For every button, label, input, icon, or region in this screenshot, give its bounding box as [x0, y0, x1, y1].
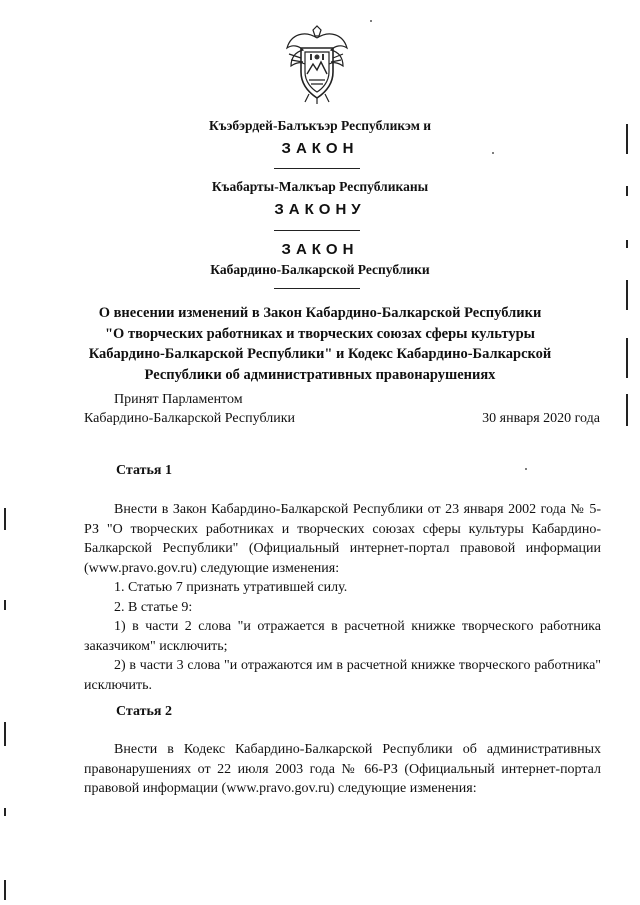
adopted-by-parliament: Кабардино-Балкарской Республики — [84, 411, 295, 426]
article-1-sub-2: 2) в части 3 слова "и отражаются им в расчетной книжке творческого работника" исключить. — [84, 658, 601, 693]
adoption-date: 30 января 2020 года — [482, 411, 600, 426]
russian-law-word: ЗАКОН — [281, 241, 359, 258]
law-title — [80, 303, 560, 385]
article-2-body — [84, 740, 601, 799]
scan-mark — [626, 280, 628, 310]
article-1-sub-1: 1) в части 2 слова "и отражается в расчетной книжке творческого работника заказчиком" исключить; — [84, 619, 601, 654]
title-line: Республики об административных правонарушениях — [144, 366, 496, 383]
scan-mark — [4, 808, 6, 816]
title-line: О внесении изменений в Закон Кабардино-Балкарской Республики — [98, 305, 542, 321]
article-1-item-1: 1. Статью 7 признать утратившей силу. — [114, 580, 348, 595]
scan-mark — [626, 394, 628, 426]
divider — [274, 168, 360, 169]
title-line: "О творческих работниках и творческих союзах сферы культуры — [105, 325, 535, 342]
scan-mark — [626, 338, 628, 378]
coat-of-arms-icon — [283, 24, 351, 104]
balkar-republic-label: Къабарты-Малкъар Республиканы — [211, 179, 429, 194]
scan-mark — [626, 124, 628, 154]
article-2-intro: Внести в Кодекс Кабардино-Балкарской Республики об административных правонарушениях от 22 июля 2003 года № 66-РЗ (Официальный интернет-портал правовой информации (www.pravo.gov.ru) следующие изменения: — [84, 742, 601, 796]
article-1-item-2: 2. В статье 9: — [114, 599, 193, 615]
scan-mark — [4, 880, 6, 900]
adopted-by-label: Принят Парламентом — [114, 392, 243, 407]
article-1-heading: Статья 1 — [116, 463, 172, 478]
kabardian-republic-label: Къэбэрдей-Балъкъэр Республикэм и — [208, 118, 432, 133]
divider — [274, 230, 360, 231]
article-1-intro: Внести в Закон Кабардино-Балкарской Республики от 23 января 2002 года № 5-РЗ "О творческих работниках и творческих союзах сферы культуры Кабардино-Балкарской Республики" (Официальный интернет-портал правовой информации (www.pravo.gov.ru) следующие изменения: — [84, 502, 601, 576]
scan-mark — [626, 186, 628, 196]
scan-mark — [626, 240, 628, 248]
scan-speck — [525, 468, 527, 470]
kabardian-law-word: ЗАКОН — [281, 140, 359, 157]
article-2-heading: Статья 2 — [116, 704, 172, 719]
title-line: Кабардино-Балкарской Республики" и Кодекс Кабардино-Балкарской — [88, 346, 552, 362]
balkar-law-word: ЗАКОНУ — [274, 201, 366, 218]
scan-mark — [4, 600, 6, 610]
scan-mark — [4, 508, 6, 530]
scan-mark — [4, 722, 6, 746]
scan-speck — [370, 20, 372, 22]
scan-speck — [492, 152, 494, 154]
article-1-body — [84, 500, 601, 695]
russian-republic-label: Кабардино-Балкарской Республики — [210, 262, 430, 277]
divider — [274, 288, 360, 289]
